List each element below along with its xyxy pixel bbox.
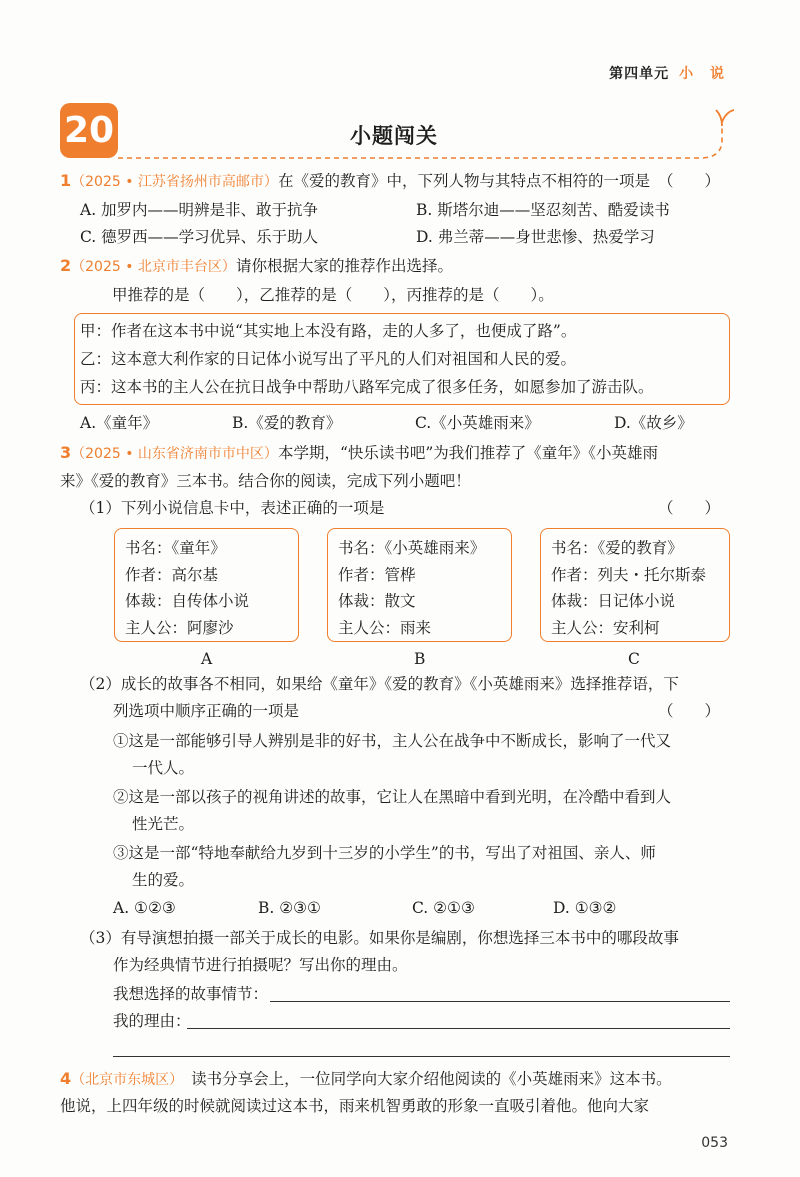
reason-label: 我的理由： [113,1012,191,1030]
question-3-stem [60,442,658,465]
question-source: （2025 • 江苏省扬州市高邮市） [71,174,278,190]
statement-3-cont: 生的爱。 [132,871,195,889]
option-a[interactable]: A.《童年》 [80,414,159,432]
quote-bing: 丙：这本书的主人公在抗日战争中帮助八路军完成了很多任务，如愿参加了游击队。 [80,378,654,396]
option-d[interactable]: D. 弗兰蒂——身世悲惨、热爱学习 [416,228,655,246]
question-number: 3 [60,443,72,462]
option-a[interactable]: A. ①②③ [113,899,176,917]
question-text: 在《爱的教育》中，下列人物与其特点不相符的一项是 [277,172,650,190]
option-b[interactable]: B. 斯塔尔迪——坚忍刻苦、酷爱读书 [416,201,670,219]
question-text: 请你根据大家的推荐作出选择。 [235,257,453,275]
recommend-line[interactable]: 甲推荐的是（ ），乙推荐的是（ ），丙推荐的是（ ）。 [112,286,554,304]
question-3-stem-cont: 来》《爱的教育》三本书。结合你的阅读，完成下列小题吧！ [60,472,471,490]
question-number: 1 [60,171,72,190]
question-number: 4 [60,1069,72,1088]
question-source: （2025 • 山东省济南市市中区） [71,446,278,462]
sub3-label: （3）有导演想拍摄一部关于成长的电影。如果你是编剧，你想选择三本书中的哪段故事 [80,929,679,947]
option-b[interactable]: B. ②③① [258,899,321,917]
question-text: 读书分享会上，一位同学向大家介绍他阅读的《小英雄雨来》这本书。 [191,1070,672,1088]
sub1-label: （1）下列小说信息卡中，表述正确的一项是 [80,499,385,517]
option-c[interactable]: C.《小英雄雨来》 [415,414,540,432]
card-author: 作者：列夫・托尔斯泰 [551,565,707,584]
question-4-cont: 他说，上四年级的时候就阅读过这本书，雨来机智勇敢的形象一直吸引着他。他向大家 [60,1097,650,1115]
option-c[interactable]: C. ②①③ [412,899,475,917]
card-tag-a[interactable]: A [201,650,213,668]
card-author: 作者：高尔基 [125,565,219,584]
info-card-c [540,528,730,642]
question-source: （2025 • 北京市丰台区） [71,259,236,275]
question-text: 本学期，“快乐读书吧”为我们推荐了《童年》《小英雄雨 [277,444,659,462]
lesson-number-badge: 20 [60,103,118,158]
question-4-stem [60,1068,672,1091]
answer-paren[interactable]: （ ） [658,499,721,517]
info-card-b [327,528,512,642]
card-hero: 主人公：安利柯 [551,618,660,637]
card-genre: 体裁：日记体小说 [551,592,676,610]
sprout-icon [716,110,734,126]
statement-1-cont: 一代人。 [132,759,195,777]
page-number: 053 [701,1135,728,1151]
option-c[interactable]: C. 德罗西——学习优异、乐于助人 [80,228,319,246]
option-a[interactable]: A. 加罗内——明辨是非、敢于抗争 [80,201,319,219]
card-book: 书名：《小英雄雨来》 [338,539,486,557]
question-number: 2 [60,256,72,275]
question-2-stem [60,255,453,278]
statement-2-cont: 性光芒。 [132,815,195,833]
genre-label: 小 说 [679,66,730,82]
question-1-stem [60,170,650,193]
statement-3: ③这是一部“特地奉献给九岁到十三岁的小学生”的书，写出了对祖国、亲人、师 [113,844,656,862]
sub2-label-cont: 列选项中顺序正确的一项是 [113,702,300,720]
answer-paren[interactable]: （ ） [658,702,721,720]
statement-2: ②这是一部以孩子的视角讲述的故事，它让人在黑暗中看到光明，在冷酷中看到人 [113,788,672,806]
card-book: 书名：《童年》 [125,539,226,557]
option-d[interactable]: D. ①③② [553,899,617,917]
reason-answer-line[interactable] [187,1028,730,1029]
card-genre: 体裁：散文 [338,592,416,610]
question-source: （北京市东城区） [71,1072,184,1088]
statement-1: ①这是一部能够引导人辨别是非的好书，主人公在战争中不断成长，影响了一代又 [113,732,672,750]
answer-paren[interactable]: （ ） [658,172,721,190]
card-tag-c[interactable]: C [628,650,640,668]
banner-decoration [0,0,800,180]
sub2-label: （2）成长的故事各不相同，如果给《童年》《爱的教育》《小英雄雨来》选择推荐语，下 [80,675,679,693]
unit-label: 第四单元 [609,66,670,82]
card-genre: 体裁：自传体小说 [125,592,250,610]
story-answer-line[interactable] [270,1001,730,1002]
card-tag-b[interactable]: B [414,650,426,668]
option-d[interactable]: D.《故乡》 [614,414,693,432]
quote-yi: 乙：这本意大利作家的日记体小说写出了平凡的人们对祖国和人民的爱。 [80,350,577,368]
reason-answer-line-2[interactable] [113,1056,730,1057]
quote-jia: 甲：作者在这本书中说“其实地上本没有路，走的人多了，也便成了路”。 [80,322,577,340]
info-card-a [114,528,299,642]
story-label: 我想选择的故事情节： [113,985,269,1003]
card-book: 书名：《爱的教育》 [551,539,683,557]
sub3-label-cont: 作为经典情节进行拍摄呢？写出你的理由。 [113,956,408,974]
option-b[interactable]: B.《爱的教育》 [232,414,342,432]
card-author: 作者：管桦 [338,565,416,584]
card-hero: 主人公：阿廖沙 [125,618,234,637]
card-hero: 主人公：雨来 [338,618,432,637]
lesson-title: 小题闯关 [350,123,438,148]
